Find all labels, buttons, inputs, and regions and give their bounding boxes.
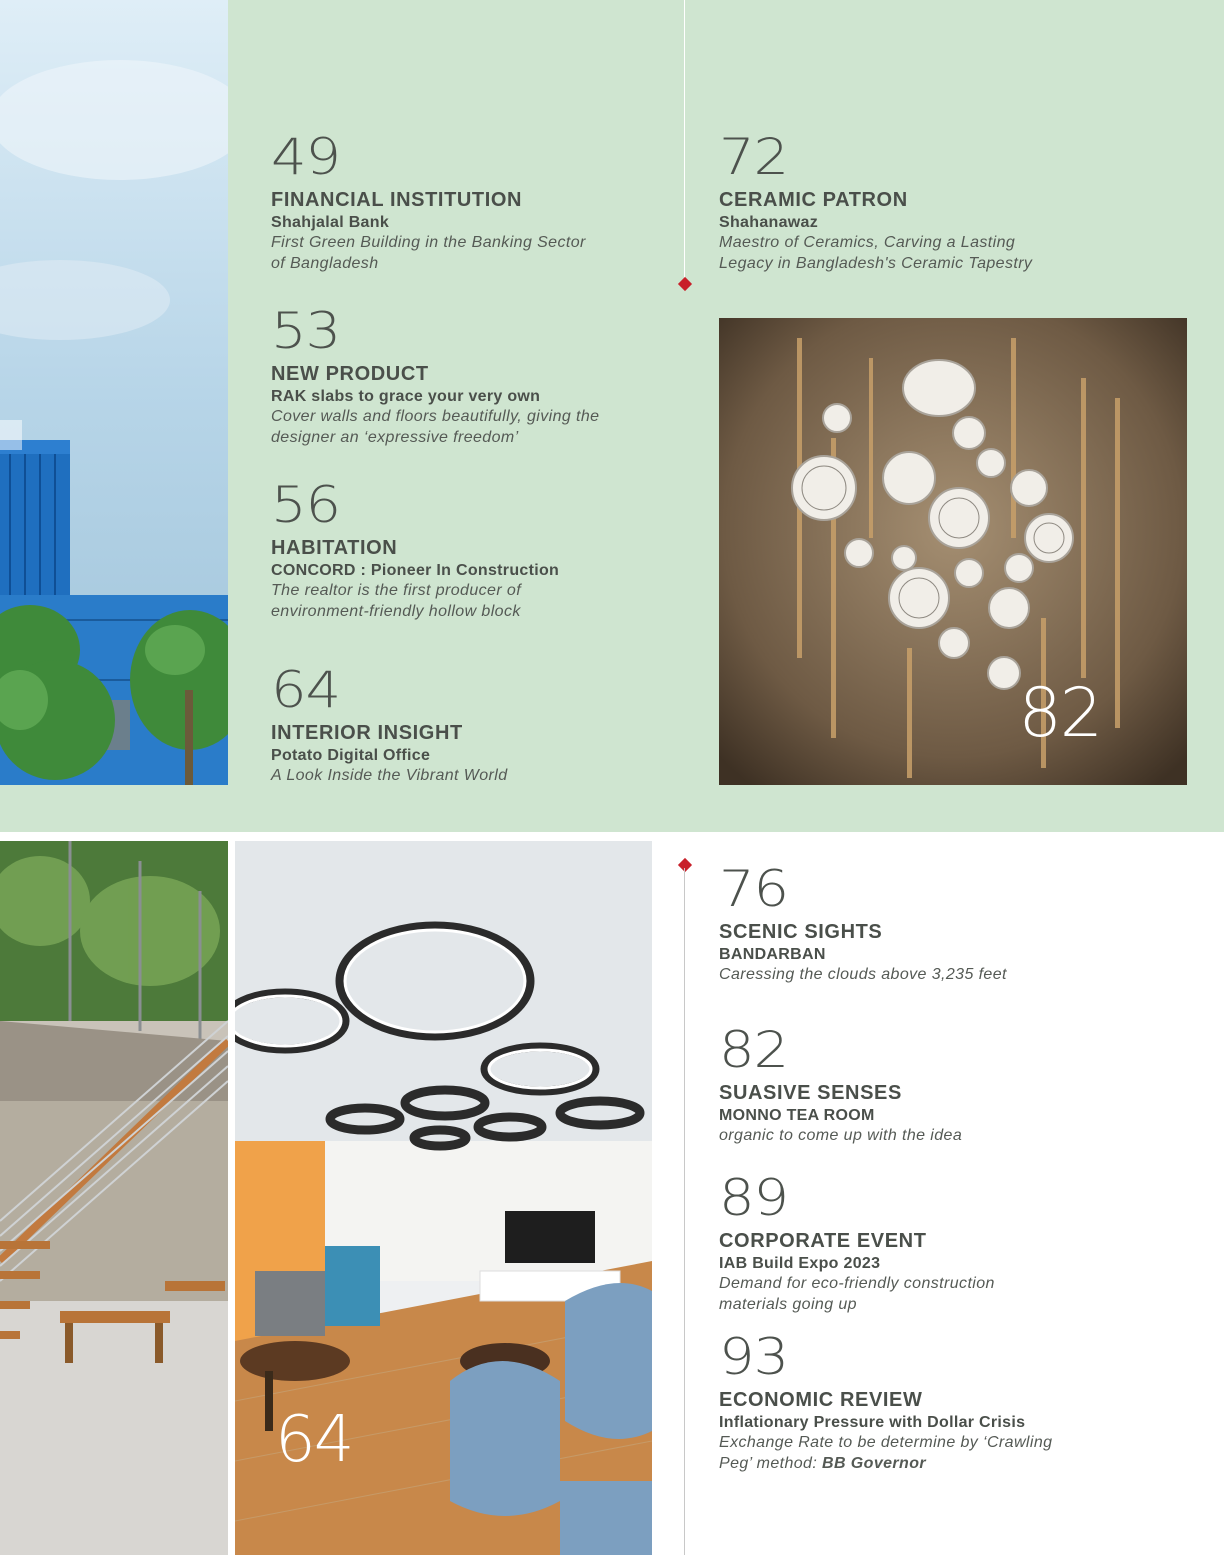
section-category: INTERIOR INSIGHT: [271, 722, 463, 744]
article-title: MONNO TEA ROOM: [719, 1107, 875, 1124]
section-category: HABITATION: [271, 537, 398, 559]
section-category: CERAMIC PATRON: [719, 189, 908, 211]
article-desc-line: [719, 1454, 1139, 1475]
column-divider-bottom: [684, 868, 685, 1555]
toc-entry[interactable]: [719, 1169, 1139, 1315]
toc-entry[interactable]: [719, 1021, 1139, 1147]
article-desc-text: Peg’ method:: [719, 1454, 823, 1472]
office-lounge-photo[interactable]: [235, 841, 652, 1555]
page-number: 76: [719, 860, 789, 918]
article-desc-emphasis: BB Governor: [822, 1454, 927, 1472]
section-category: FINANCIAL INSTITUTION: [271, 189, 523, 211]
section-category: ECONOMIC REVIEW: [719, 1389, 923, 1411]
article-desc-line: of Bangladesh: [271, 254, 379, 272]
page-number: 82: [719, 1021, 789, 1079]
article-desc-line: Exchange Rate to be determine by ‘Crawling: [719, 1434, 1053, 1451]
toc-entry[interactable]: [271, 476, 651, 622]
section-category: SCENIC SIGHTS: [719, 921, 883, 943]
staircase-photo: [0, 841, 228, 1555]
page-number: 89: [719, 1169, 789, 1227]
article-desc-line: environment-friendly hollow block: [271, 602, 521, 620]
photo-page-number: 82: [1018, 674, 1101, 753]
ceramic-plates-photo[interactable]: [719, 318, 1187, 785]
toc-entry[interactable]: [271, 661, 651, 787]
article-title: Potato Digital Office: [271, 747, 431, 764]
article-title: Shahjalal Bank: [271, 214, 390, 231]
article-desc-line: Cover walls and floors beautifully, giving the: [271, 408, 600, 425]
toc-entry[interactable]: [719, 128, 1099, 274]
toc-entry[interactable]: [271, 128, 651, 274]
page-number: 64: [271, 661, 341, 719]
photo-page-number: 64: [275, 1403, 353, 1477]
building-photo: [0, 0, 228, 785]
article-desc-line: materials going up: [719, 1295, 857, 1313]
article-title: Shahanawaz: [719, 214, 819, 231]
article-title: IAB Build Expo 2023: [719, 1255, 881, 1272]
toc-entry[interactable]: [271, 302, 651, 448]
accent-diamond-bottom: [678, 858, 692, 872]
toc-entry[interactable]: [719, 1328, 1139, 1474]
page-number: 49: [271, 128, 341, 186]
article-desc-line: Caressing the clouds above 3,235 feet: [719, 966, 1007, 983]
article-desc-line: organic to come up with the idea: [719, 1127, 963, 1144]
page-number: 93: [719, 1328, 789, 1386]
section-category: CORPORATE EVENT: [719, 1230, 927, 1252]
article-title: CONCORD : Pioneer In Construction: [271, 562, 560, 579]
toc-entry[interactable]: [719, 860, 1139, 986]
article-title: BANDARBAN: [719, 946, 826, 963]
article-title: Inflationary Pressure with Dollar Crisis: [719, 1414, 1026, 1431]
article-desc-line: Demand for eco-friendly construction: [719, 1275, 995, 1292]
article-desc-line: First Green Building in the Banking Sector: [271, 234, 586, 251]
article-desc-line: The realtor is the first producer of: [271, 582, 522, 599]
section-category: SUASIVE SENSES: [719, 1082, 902, 1104]
page-number: 56: [271, 476, 341, 534]
article-desc-line: Maestro of Ceramics, Carving a Lasting: [719, 234, 1016, 251]
article-desc-line: Legacy in Bangladesh's Ceramic Tapestry: [719, 254, 1033, 272]
page-number: 53: [271, 302, 341, 360]
section-category: NEW PRODUCT: [271, 363, 429, 385]
page-number: 72: [719, 128, 789, 186]
article-title: RAK slabs to grace your very own: [271, 388, 541, 405]
article-desc-line: designer an ‘expressive freedom’: [271, 428, 519, 446]
article-desc-line: A Look Inside the Vibrant World: [271, 767, 508, 784]
